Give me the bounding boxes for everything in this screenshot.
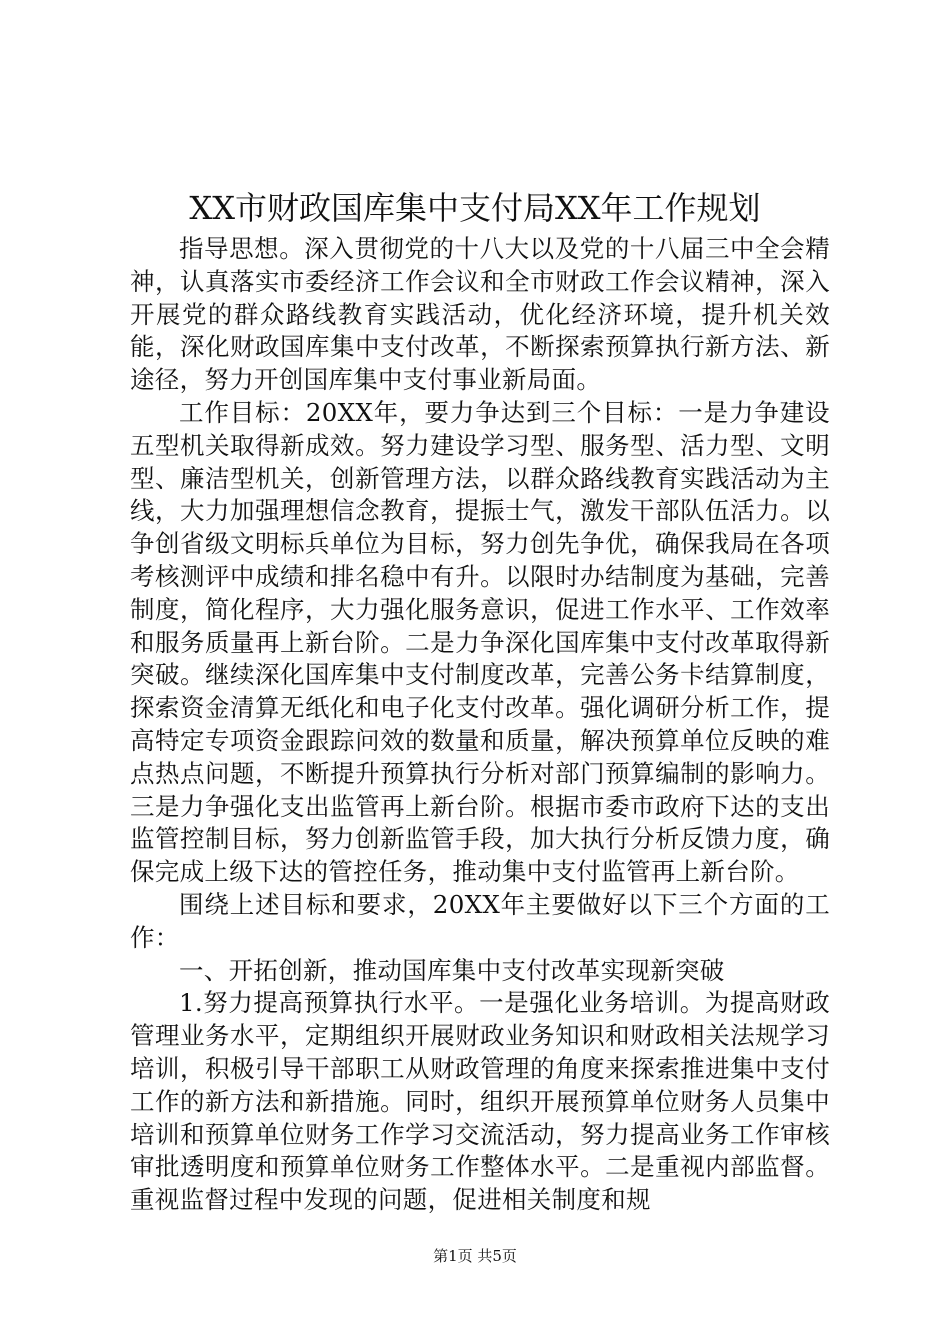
- paragraph-guiding-thought: 指导思想。深入贯彻党的十八大以及党的十八届三中全会精神，认真落实市委经济工作会议和全市财政工作会议精神，深入开展党的群众路线教育实践活动，优化经济环境，提升机关效能，深化财政国库集中支付改革，不断探索预算执行新方法、新途径，努力开创国库集中支付事业新局面。: [130, 234, 830, 395]
- paragraph-work-goals: 工作目标：20XX年，要力争达到三个目标：一是力争建设五型机关取得新成效。努力建设学习型、服务型、活力型、文明型、廉洁型机关，创新管理方法，以群众路线教育实践活动为主线，大力加强理想信念教育，提振士气，激发干部队伍活力。以争创省级文明标兵单位为目标，努力创先争优，确保我局在各项考核测评中成绩和排名稳中有升。以限时办结制度为基础，完善制度，简化程序，大力强化服务意识，促进工作水平、工作效率和服务质量再上新台阶。二是力争深化国库集中支付改革取得新突破。继续深化国库集中支付制度改革，完善公务卡结算制度，探索资金清算无纸化和电子化支付改革。强化调研分析工作，提高特定专项资金跟踪问效的数量和质量，解决预算单位反映的难点热点问题，不断提升预算执行分析对部门预算编制的影响力。三是力争强化支出监管再上新台阶。根据市委市政府下达的支出监管控制目标，努力创新监管手段，加大执行分析反馈力度，确保完成上级下达的管控任务，推动集中支付监管再上新台阶。: [130, 397, 830, 887]
- document-body: [130, 233, 830, 1217]
- paragraph-main-tasks-intro: 围绕上述目标和要求，20XX年主要做好以下三个方面的工作：: [130, 889, 831, 952]
- page-footer: 第1页 共5页: [433, 1247, 517, 1265]
- document-title: XX市财政国库集中支付局XX年工作规划: [189, 189, 761, 227]
- paragraph-item-1: 1.努力提高预算执行水平。一是强化业务培训。为提高财政管理业务水平，定期组织开展财政业务知识和财政相关法规学习培训，积极引导干部职工从财政管理的角度来探索推进集中支付工作的新方法和新措施。同时，组织开展预算单位财务人员集中培训和预算单位财务工作学习交流活动，努力提高业务工作审核审批透明度和预算单位财务工作整体水平。二是重视内部监督。重视监督过程中发现的问题，促进相关制度和规: [130, 988, 830, 1215]
- section-heading-1: 一、开拓创新，推动国库集中支付改革实现新突破: [179, 955, 725, 985]
